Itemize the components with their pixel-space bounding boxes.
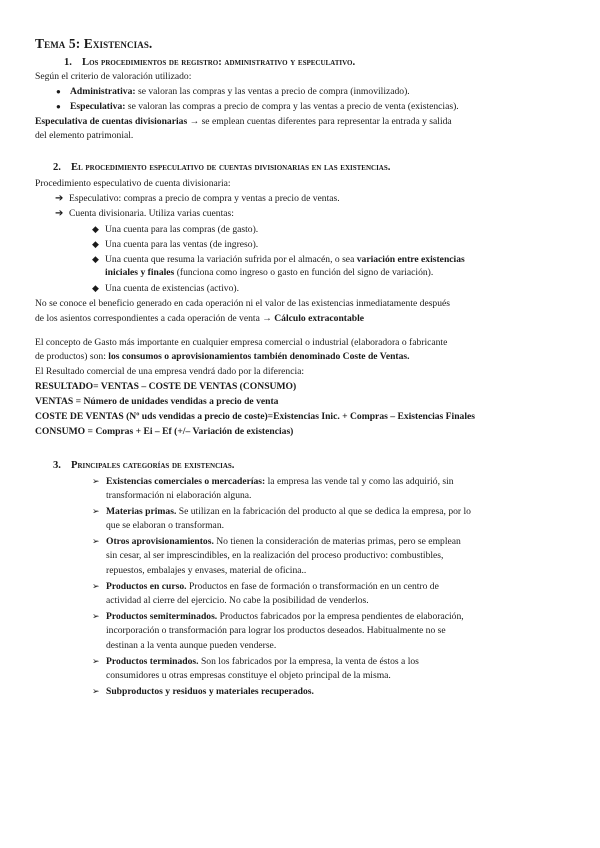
emphasis: los consumos o aprovisionamientos también denominado Coste de Ventas. xyxy=(108,351,410,362)
paragraph-line xyxy=(35,313,364,325)
formula: RESULTADO= VENTAS – COSTE DE VENTAS (CONSUMO) xyxy=(35,381,297,392)
sub-list-item xyxy=(92,282,239,295)
chevron-right-icon: ➢ xyxy=(92,506,100,516)
emphasis: variación entre existencias xyxy=(356,254,465,265)
list-item xyxy=(55,208,234,220)
list-item xyxy=(56,101,459,113)
sub-list-item xyxy=(92,238,258,251)
category-item xyxy=(92,685,314,698)
term: Especulativa de cuentas divisionarias xyxy=(35,116,188,127)
category-item xyxy=(92,505,471,518)
formula: VENTAS = Número de unidades vendidas a precio de venta xyxy=(35,396,279,407)
chevron-right-icon: ➢ xyxy=(92,686,100,696)
definition: Se utilizan en la fabricación del producto al que se dedica la empresa, por lo xyxy=(176,506,471,517)
section-1-heading xyxy=(64,57,355,69)
emphasis: Cálculo extracontable xyxy=(274,313,365,324)
list-item-text: (funciona como ingreso o gasto en función del signo de variación). xyxy=(174,267,434,278)
section-1-number: 1. xyxy=(64,57,72,68)
definition: No tienen la consideración de materias primas, pero se emplean xyxy=(213,536,461,547)
sub-list-item-continuation xyxy=(105,267,433,279)
category-item-continuation: que se elaboran o transforman. xyxy=(106,520,225,531)
paragraph-line: del elemento patrimonial. xyxy=(35,130,134,141)
category-item-continuation: destinan a la venta aunque pueden venderse. xyxy=(106,640,277,651)
section-1-title: Los procedimientos de registro: administrativo y especulativo. xyxy=(82,57,356,68)
sub-list-item xyxy=(92,253,465,266)
chevron-right-icon: ➢ xyxy=(92,581,100,591)
term: Subproductos y residuos y materiales recuperados. xyxy=(106,686,314,697)
section-3-heading xyxy=(53,460,234,472)
chevron-right-icon: ➢ xyxy=(92,611,100,621)
paragraph-line: No se conoce el beneficio generado en cada operación ni el valor de las existencias inmediatamente después xyxy=(35,298,451,309)
section-2-number: 2. xyxy=(53,162,61,173)
section-2-title: El procedimiento especulativo de cuentas divisionarias en las existencias. xyxy=(71,162,391,173)
section-3-title: Principales categorías de existencias. xyxy=(71,460,235,471)
term: Materias primas. xyxy=(106,506,177,517)
paragraph-line: El concepto de Gasto más importante en cualquier empresa comercial o industrial (elaboradora o fabricante xyxy=(35,337,448,348)
definition: la empresa las vende tal y como las adquirió, sin xyxy=(265,476,454,487)
diamond-bullet-icon: ◆ xyxy=(92,254,99,264)
paragraph-text: de productos) son: xyxy=(35,351,109,362)
term: Productos terminados. xyxy=(106,656,199,667)
list-item xyxy=(55,193,340,205)
definition: Son los fabricados por la empresa, la venta de éstos a los xyxy=(198,656,419,667)
term: Administrativa: xyxy=(70,86,136,97)
paragraph-line: El Resultado comercial de una empresa vendrá dado por la diferencia: xyxy=(35,366,305,377)
bullet-icon: ● xyxy=(56,102,61,111)
list-item-text: Una cuenta de existencias (activo). xyxy=(105,283,239,294)
list-item-text: Cuenta divisionaria. Utiliza varias cuentas: xyxy=(69,208,234,219)
category-item-continuation: actividad al cierre del ejercicio. No cabe la posibilidad de venderlos. xyxy=(106,595,369,606)
term: Especulativa: xyxy=(70,101,126,112)
category-item-continuation: sin cesar, al ser imprescindibles, en la realización del proceso productivo: combustibles, xyxy=(106,550,444,561)
section-2-heading xyxy=(53,162,390,174)
list-item xyxy=(56,86,410,98)
paragraph-text: de los asientos correspondientes a cada operación de venta → xyxy=(35,313,275,324)
chevron-right-icon: ➢ xyxy=(92,536,100,546)
list-item-text: Una cuenta para las ventas (de ingreso). xyxy=(105,239,259,250)
paragraph-line xyxy=(35,351,410,363)
page-title: Tema 5: Existencias. xyxy=(35,36,153,51)
diamond-bullet-icon: ◆ xyxy=(92,224,99,234)
paragraph-line xyxy=(35,116,452,128)
emphasis: iniciales y finales xyxy=(105,267,175,278)
formula: CONSUMO = Compras + Ei – Ef (+/– Variación de existencias) xyxy=(35,426,294,437)
term: Productos semiterminados. xyxy=(106,611,218,622)
bullet-icon: ● xyxy=(56,87,61,96)
formula: COSTE DE VENTAS (Nº uds vendidas a precio de coste)=Existencias Inic. + Compras – Existencias Finales xyxy=(35,411,475,422)
category-item xyxy=(92,535,461,548)
category-item xyxy=(92,580,439,593)
list-item-text: Una cuenta para las compras (de gasto). xyxy=(105,224,259,235)
definition: → se emplean cuentas diferentes para representar la entrada y salida xyxy=(187,116,452,127)
list-item-text: Especulativo: compras a precio de compra y ventas a precio de ventas. xyxy=(69,193,340,204)
definition: Productos en fase de formación o transformación en un centro de xyxy=(186,581,439,592)
definition: Productos fabricados por la empresa pendientes de elaboración, xyxy=(217,611,464,622)
diamond-bullet-icon: ◆ xyxy=(92,283,99,293)
definition: se valoran las compras y las ventas a precio de compra (inmovilizado). xyxy=(135,86,410,97)
category-item xyxy=(92,655,419,668)
term: Existencias comerciales o mercaderías: xyxy=(106,476,266,487)
section-1-intro: Según el criterio de valoración utilizado: xyxy=(35,71,192,82)
category-item-continuation: consumidores u otras empresas constituye el objeto principal de la misma. xyxy=(106,670,391,681)
section-3-number: 3. xyxy=(53,460,61,471)
chevron-right-icon: ➢ xyxy=(92,476,100,486)
term: Otros aprovisionamientos. xyxy=(106,536,214,547)
sub-list-item xyxy=(92,223,258,236)
definition: se valoran las compras a precio de compra y las ventas a precio de venta (existencias). xyxy=(125,101,459,112)
category-item xyxy=(92,475,454,488)
arrow-right-icon: ➔ xyxy=(55,208,64,219)
category-item xyxy=(92,610,464,623)
arrow-right-icon: ➔ xyxy=(55,193,64,204)
diamond-bullet-icon: ◆ xyxy=(92,239,99,249)
chevron-right-icon: ➢ xyxy=(92,656,100,666)
list-item-text: Una cuenta que resuma la variación sufrida por el almacén, o sea xyxy=(105,254,357,265)
category-item-continuation: repuestos, embalajes y envases, material de oficina.. xyxy=(106,565,307,576)
term: Productos en curso. xyxy=(106,581,187,592)
category-item-continuation: transformación ni elaboración alguna. xyxy=(106,490,252,501)
section-2-intro: Procedimiento especulativo de cuenta divisionaria: xyxy=(35,178,231,189)
category-item-continuation: incorporación o transformación para lograr los productos deseados. Habitualmente no se xyxy=(106,625,446,636)
